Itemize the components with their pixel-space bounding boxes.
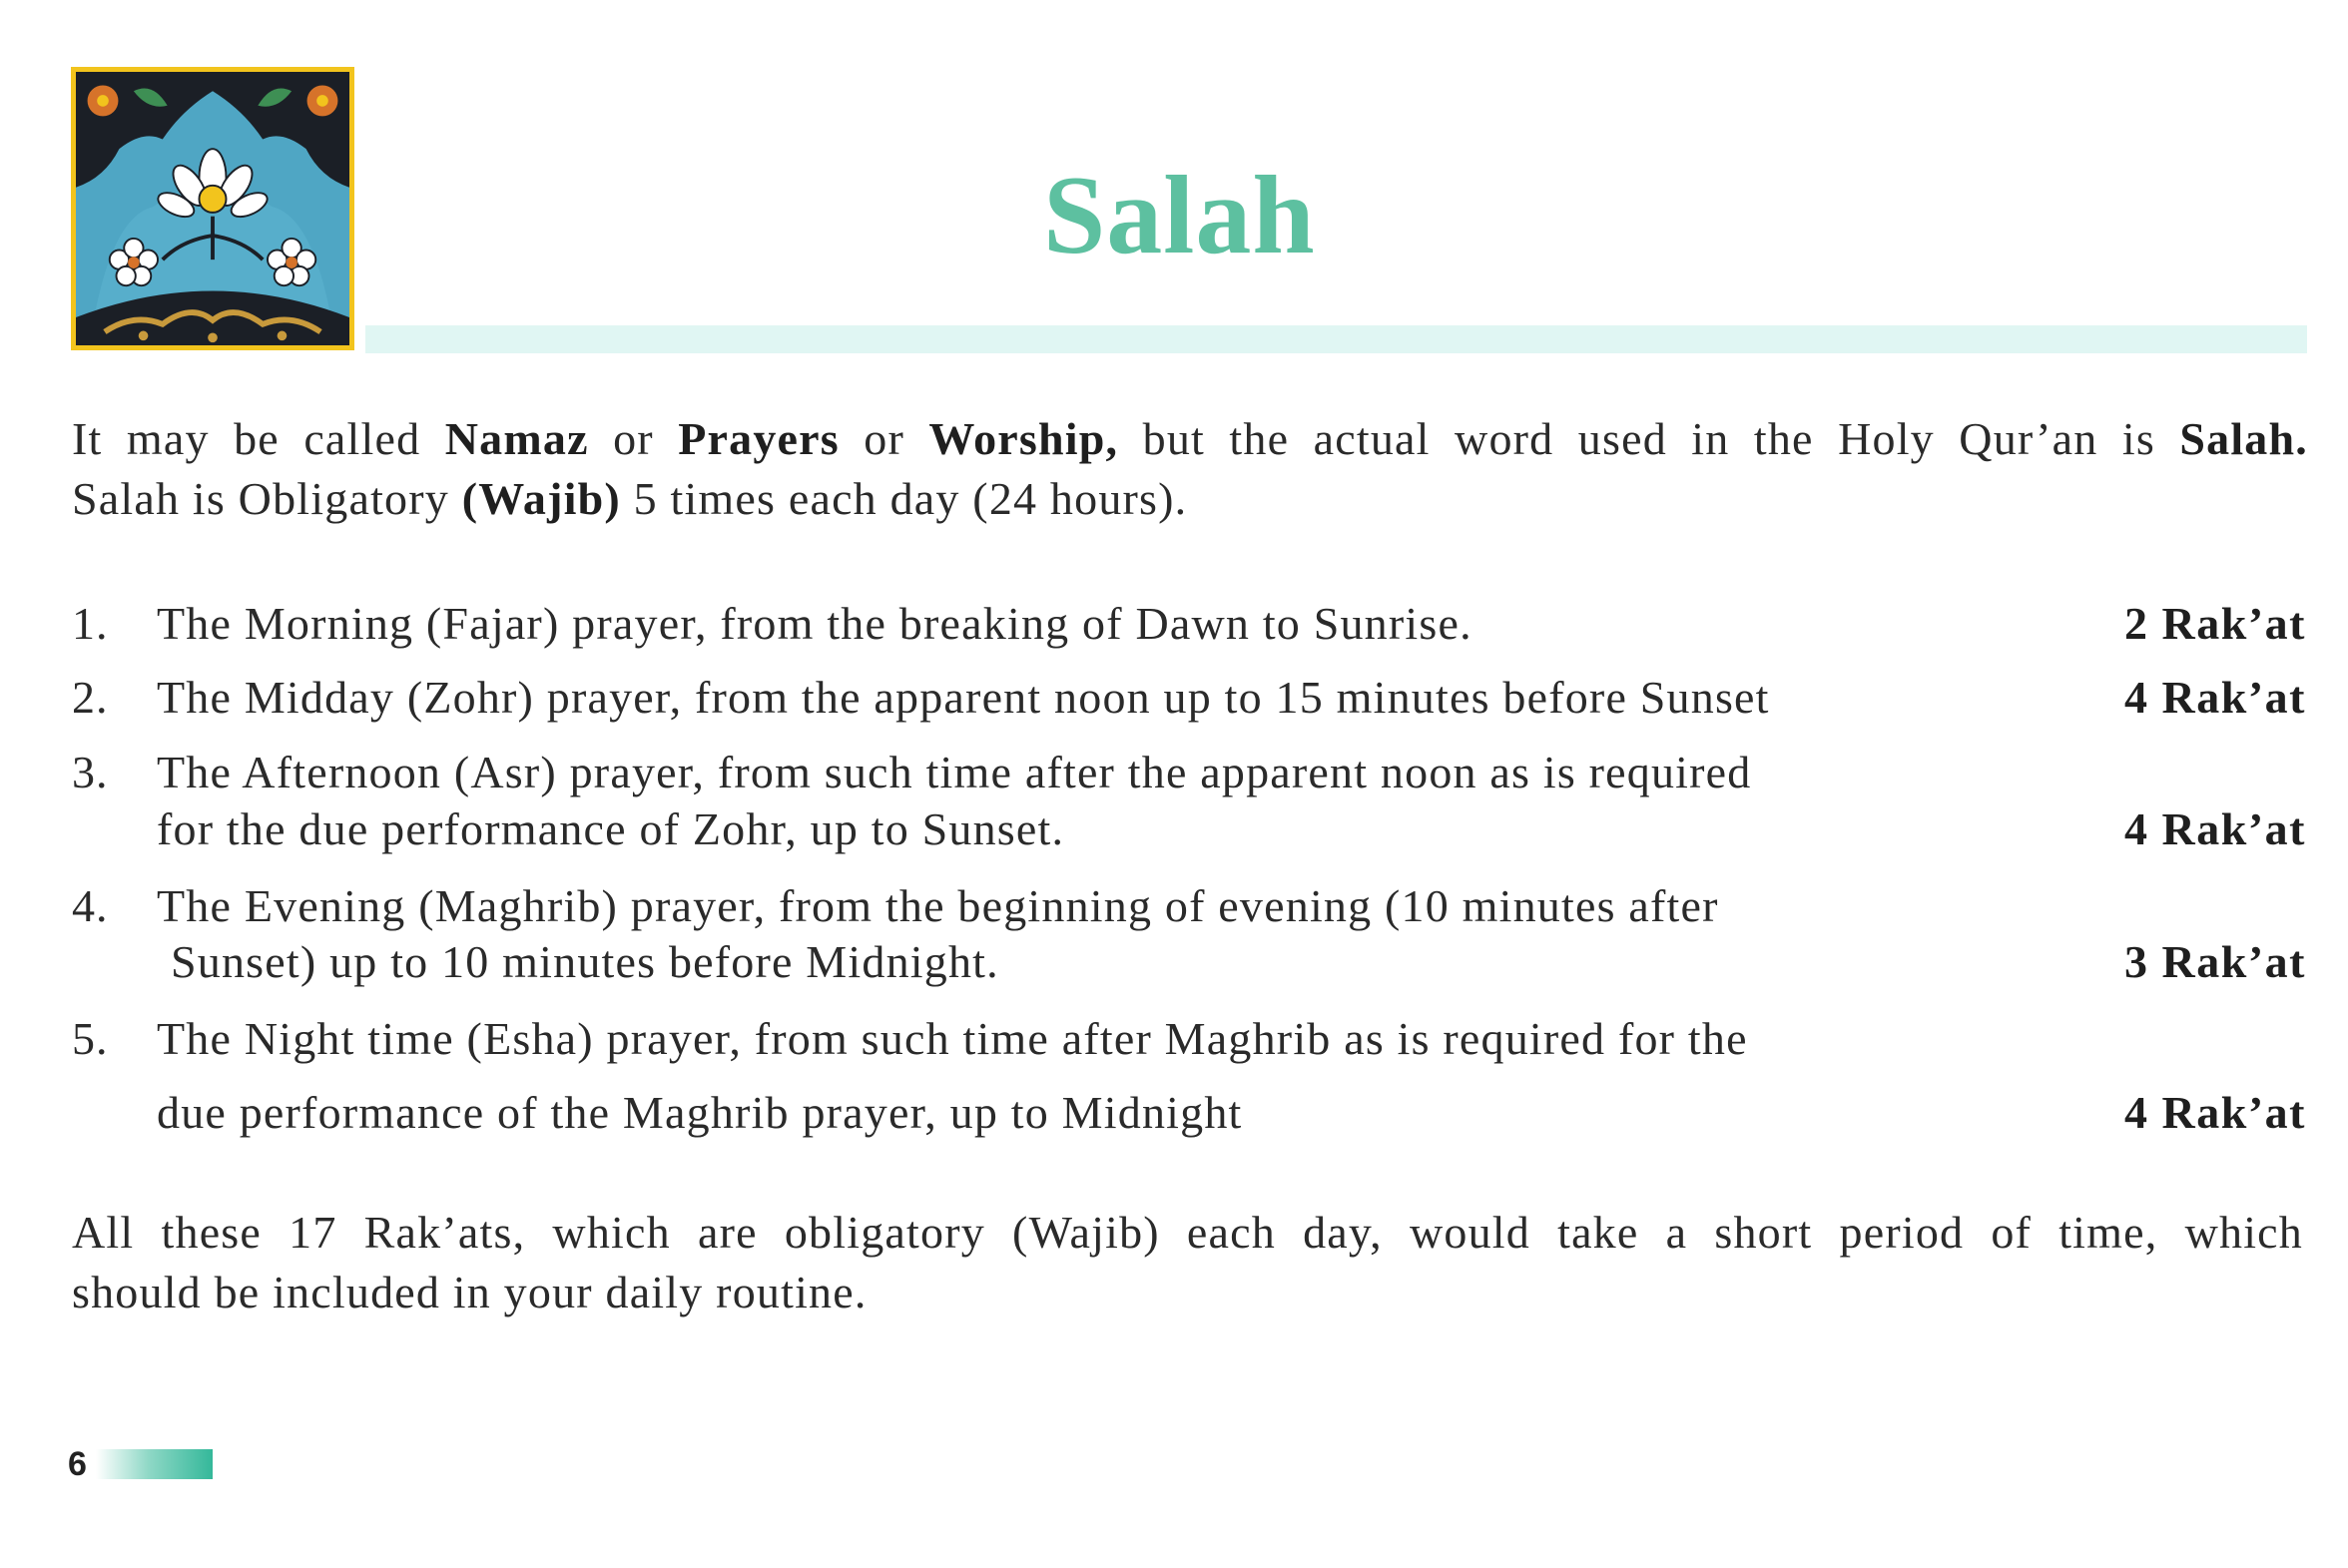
intro-line-1	[72, 409, 2308, 469]
intro-line-2	[72, 469, 2308, 529]
prayer-number: 4.	[72, 880, 109, 931]
intro-text: It may be called	[72, 413, 445, 464]
prayer-text: The Midday (Zohr) prayer, from the apparent noon up to 15 minutes before Sunset	[157, 672, 1770, 723]
prayer-number: 2.	[72, 672, 109, 723]
rakat-count: 4 Rak’at	[2124, 803, 2306, 854]
prayer-text: The Morning (Fajar) prayer, from the breaking of Dawn to Sunrise.	[157, 598, 1472, 649]
intro-paragraph	[72, 409, 2308, 529]
intro-text: Salah is Obligatory	[72, 473, 462, 524]
prayer-text-continued: Sunset) up to 10 minutes before Midnight.	[171, 936, 999, 987]
intro-text: but the actual word used in the Holy Qur’an is	[1118, 413, 2180, 464]
intro-bold-wajib: (Wajib)	[461, 473, 621, 524]
prayer-text: The Night time (Esha) prayer, from such time after Maghrib as is required for the	[157, 1013, 1748, 1064]
intro-text: or	[588, 413, 679, 464]
prayer-text-continued: for the due performance of Zohr, up to Sunset.	[157, 803, 1065, 854]
rakat-count: 4 Rak’at	[2124, 1087, 2306, 1138]
prayer-number: 5.	[72, 1013, 109, 1064]
intro-bold-namaz: Namaz	[444, 413, 589, 464]
closing-paragraph	[72, 1203, 2303, 1322]
closing-line-1: All these 17 Rak’ats, which are obligatory (Wajib) each day, would take a short period of time, which	[72, 1207, 2303, 1258]
intro-bold-salah: Salah.	[2179, 413, 2308, 464]
page-title: Salah	[1043, 154, 1316, 277]
prayer-text: The Evening (Maghrib) prayer, from the beginning of evening (10 minutes after	[157, 880, 1719, 931]
intro-bold-worship: Worship,	[928, 413, 1119, 464]
rakat-count: 2 Rak’at	[2124, 598, 2306, 649]
prayer-text: The Afternoon (Asr) prayer, from such time after the apparent noon as is required	[157, 747, 1752, 797]
intro-text: 5 times each day (24 hours).	[620, 473, 1188, 524]
intro-bold-prayers: Prayers	[678, 413, 840, 464]
page-number: 6	[68, 1445, 87, 1483]
closing-line-2: should be included in your daily routine.	[72, 1267, 868, 1317]
rakat-count: 3 Rak’at	[2124, 936, 2306, 987]
title-underline-rule	[365, 325, 2307, 353]
prayer-number: 1.	[72, 598, 109, 649]
prayer-text-continued: due performance of the Maghrib prayer, up to Midnight	[157, 1087, 1243, 1138]
prayer-number: 3.	[72, 747, 109, 797]
rakat-count: 4 Rak’at	[2124, 672, 2306, 723]
page-number-bar	[96, 1449, 213, 1479]
intro-text: or	[839, 413, 929, 464]
floral-ornament-icon	[76, 72, 349, 345]
ornament-tile-image	[71, 67, 354, 350]
